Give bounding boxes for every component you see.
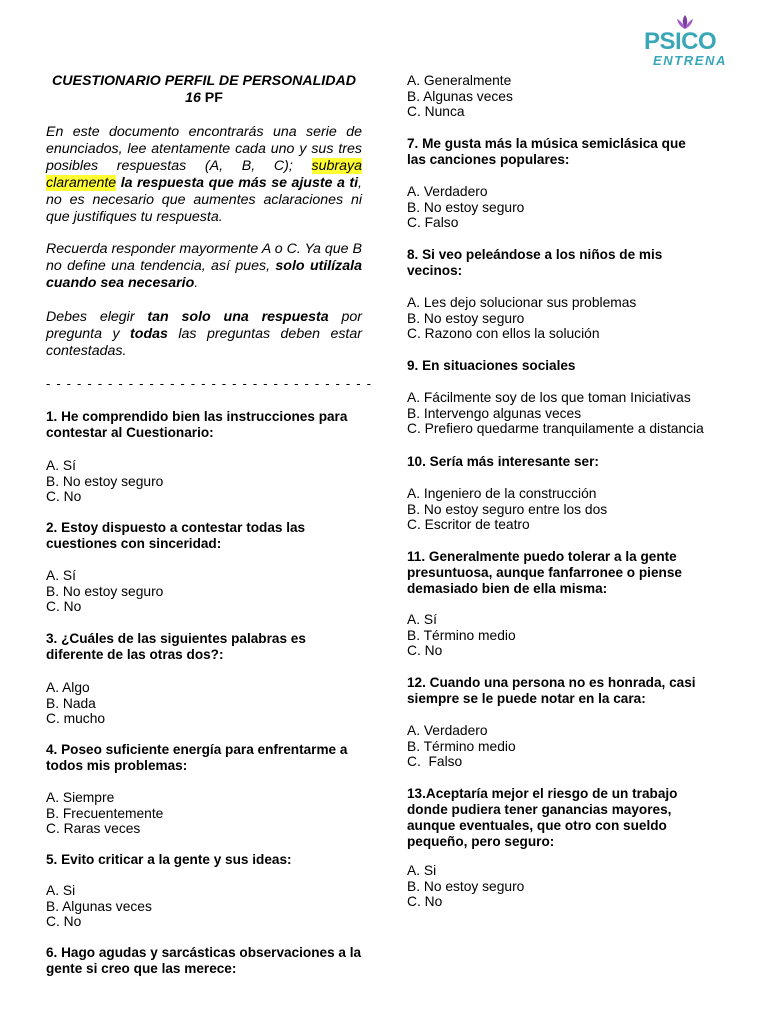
options-4 [46, 790, 163, 837]
highlighted-text: subraya claramente [46, 158, 362, 191]
options-13 [407, 863, 524, 910]
option-a[interactable]: A. Si [407, 863, 437, 878]
question-5: 5. Evito criticar a la gente y sus ideas: [46, 852, 292, 867]
question-1: 1. He comprendido bien las instrucciones para contestar al Cuestionario: [46, 409, 348, 440]
option-b[interactable]: B. No estoy seguro entre los dos [407, 501, 608, 517]
options-2 [46, 568, 163, 615]
question-7: 7. Me gusta más la música semiclásica que las canciones populares: [407, 136, 686, 167]
option-c[interactable]: C. Razono con ellos la solución [407, 326, 600, 341]
option-a[interactable]: A. Fácilmente soy de los que toman Iniciativas [407, 390, 691, 405]
option-b[interactable]: B. No estoy seguro [407, 199, 525, 215]
option-b[interactable]: B. No estoy seguro [46, 473, 164, 489]
question-6: 6. Hago agudas y sarcásticas observaciones a la gente si creo que las merece: [46, 945, 362, 976]
option-b[interactable]: B. Algunas veces [46, 898, 152, 914]
bold-text: todas [130, 326, 168, 342]
options-8 [407, 295, 636, 342]
options-3 [46, 680, 105, 727]
options-5 [46, 883, 152, 930]
option-a[interactable]: A. Siempre [46, 790, 115, 805]
question-8: 8. Si veo peleándose a los niños de mis vecinos: [407, 247, 663, 278]
intro-text: Recuerda responder mayormente A o C. Ya que B no define una tendencia, así pues, [46, 241, 362, 274]
question-13: 13.Aceptaría mejor el riesgo de un trabajo donde pudiera tener ganancias mayores, aunque eventuales, que otro con sueldo pequeño, pero seguro: [407, 786, 678, 849]
logo-subtitle: ENTRENA [653, 53, 728, 68]
bold-text: solo utilízala cuando sea necesario [46, 258, 362, 291]
intro-paragraph-2 [46, 241, 362, 292]
option-a[interactable]: A. Sí [46, 568, 76, 583]
title-suffix: PF [204, 90, 223, 106]
logo-brand: PSICO [644, 28, 717, 55]
option-b[interactable]: B. No estoy seguro [407, 878, 525, 894]
intro-text: En este documento encontrarás una serie de enunciados, lee atentamente cada uno y sus tres posibles respuestas (A, B, C); [46, 124, 362, 174]
intro-text: por pregunta y [46, 309, 362, 342]
title-main: CUESTIONARIO PERFIL DE PERSONALIDAD 16 [51, 73, 356, 106]
option-b[interactable]: B. Algunas veces [407, 88, 513, 104]
option-a[interactable]: A. Sí [407, 612, 437, 627]
option-a[interactable]: A. Si [46, 883, 76, 898]
question-12: 12. Cuando una persona no es honrada, casi siempre se le puede notar en la cara: [407, 675, 696, 706]
option-a[interactable]: A. Generalmente [407, 73, 512, 88]
option-c[interactable]: C. Nunca [407, 104, 465, 119]
option-a[interactable]: A. Verdadero [407, 723, 488, 738]
question-9: 9. En situaciones sociales [407, 358, 576, 373]
intro-paragraph-1 [46, 124, 362, 226]
options-7 [407, 184, 524, 231]
option-c[interactable]: C. No [407, 894, 443, 909]
intro-text: Debes elegir [46, 309, 148, 325]
option-c[interactable]: C. Falso [407, 754, 463, 769]
option-c[interactable]: C. mucho [46, 711, 106, 726]
options-1 [46, 458, 163, 505]
option-b[interactable]: B. Término medio [407, 738, 516, 754]
document-title [46, 73, 362, 107]
option-b[interactable]: B. Frecuentemente [46, 805, 164, 821]
question-3: 3. ¿Cuáles de las siguientes palabras es diferente de las otras dos?: [46, 631, 306, 662]
option-c[interactable]: C. Falso [407, 215, 459, 230]
separator-line: - - - - - - - - - - - - - - - - - - - - - - - - - - - - - - - - [46, 376, 373, 391]
options-10 [407, 486, 607, 533]
option-c[interactable]: C. Prefiero quedarme tranquilamente a distancia [407, 421, 704, 436]
bold-text: la respuesta que más se ajuste a ti [120, 175, 359, 191]
option-b[interactable]: B. No estoy seguro [407, 310, 525, 326]
option-a[interactable]: A. Verdadero [407, 184, 488, 199]
psico-entrena-logo [644, 14, 728, 70]
option-b[interactable]: B. Nada [46, 695, 96, 711]
option-c[interactable]: C. No [407, 643, 443, 658]
option-c[interactable]: C. Raras veces [46, 821, 141, 836]
intro-text: , no es necesario que aumentes aclaraciones ni que justifiques tu respuesta. [46, 175, 362, 225]
bold-text: tan solo una respuesta [147, 309, 329, 325]
intro-text: . [194, 275, 199, 291]
intro-text: las preguntas deben estar contestadas. [46, 326, 362, 359]
question-10: 10. Sería más interesante ser: [407, 454, 599, 469]
option-c[interactable]: C. No [46, 489, 82, 504]
options-6 [407, 73, 513, 120]
option-a[interactable]: A. Sí [46, 458, 76, 473]
option-c[interactable]: C. No [46, 914, 82, 929]
option-c[interactable]: C. No [46, 599, 82, 614]
option-a[interactable]: A. Ingeniero de la construcción [407, 486, 597, 501]
options-12 [407, 723, 516, 770]
option-b[interactable]: B. No estoy seguro [46, 583, 164, 599]
question-4: 4. Poseo suficiente energía para enfrentarme a todos mis problemas: [46, 742, 348, 773]
option-b[interactable]: B. Término medio [407, 627, 516, 643]
option-a[interactable]: A. Algo [46, 680, 90, 695]
intro-paragraph-3 [46, 309, 362, 360]
question-11: 11. Generalmente puedo tolerar a la gente presuntuosa, aunque fanfarronee o piense demasiado bien de ella misma: [407, 549, 682, 596]
option-a[interactable]: A. Les dejo solucionar sus problemas [407, 295, 637, 310]
option-b[interactable]: B. Intervengo algunas veces [407, 405, 582, 421]
question-2: 2. Estoy dispuesto a contestar todas las cuestiones con sinceridad: [46, 520, 306, 551]
options-9 [407, 390, 704, 437]
option-c[interactable]: C. Escritor de teatro [407, 517, 530, 532]
options-11 [407, 612, 516, 659]
